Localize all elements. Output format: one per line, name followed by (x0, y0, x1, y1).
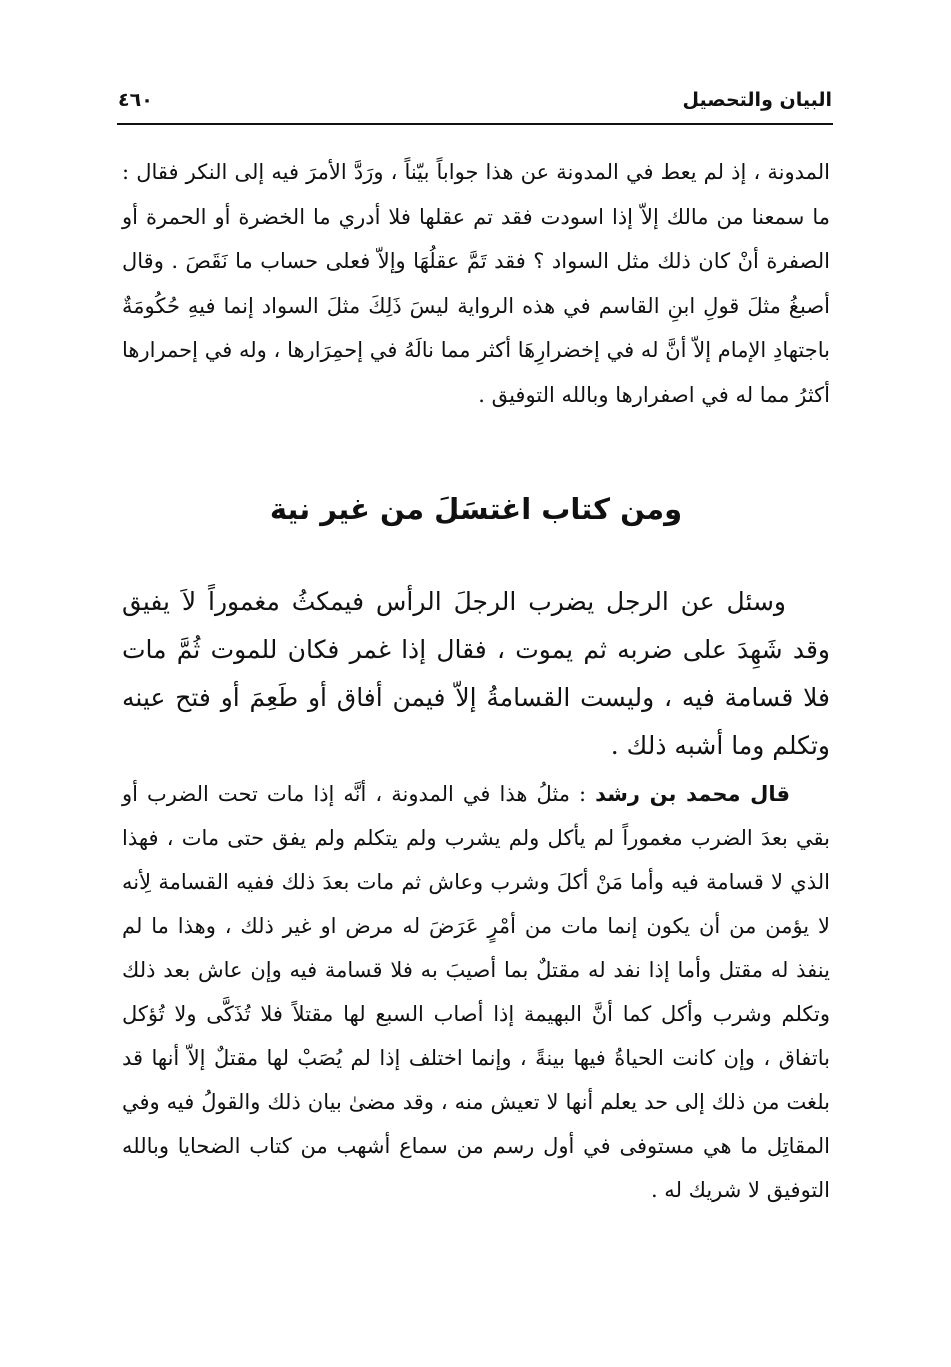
speaker-attribution: قال محمد بن رشد (595, 782, 790, 806)
running-title: البيان والتحصيل (682, 89, 832, 111)
header-divider (117, 123, 833, 125)
paragraph-1: المدونة ، إذ لم يعط في المدونة عن هذا جواباً بيّناً ، ورَدَّ الأمرَ فيه إلى النكر فقال : ما سمعنا من مالك إلاّ إذا اسودت فقد تم عقلها فلا أدري ما الخضرة أو الحمرة أو الصفرة أنْ كان ذلك مثل السواد ؟ فقد تَمَّ عقلُهَا وإلاّ فعلى حساب ما نَقَصَ . وقال أصبغُ مثلَ قولِ ابنِ القاسم في هذه الرواية ليسَ ذَلِكَ مثلَ السواد إنما فيهِ حُكُومَةٌ باجتهادِ الإمام إلاّ أنَّ له في إخضرارِهَا أكثر مما نالَهُ في إحمِرَارها ، وله في إحمرارها أكثرُ مما له في اصفرارها وبالله التوفيق . (122, 160, 830, 407)
paragraph-3-text: : مثلُ هذا في المدونة ، أنَّه إذا مات تحت الضرب أو بقي بعدَ الضرب مغموراً لم يأكل ولم يشرب ولم يتكلم ولم يفق حتى مات ، فهذا الذي لا قسامة فيه وأما مَنْ أكلَ وشرب وعاش ثم مات بعدَ ذلك ففيه القسامة لِأنه لا يؤمن من أن يكون إنما مات من أمْرٍ عَرَضَ له مرض او غير ذلك ، وهذا ما لم ينفذ له مقتل وأما إذا نفد له مقتلٌ بما أصيبَ به فلا قسامة فيه وإن عاش بعد ذلك وتكلم وشرب وأكل كما أنَّ البهيمة إذا أصاب السبع لها مقتلاً فلا تُذَكَّى ولا تُؤكل باتفاق ، وإن كانت الحياةُ فيها بينةً ، وإنما اختلف إذا لم يُصَبْ لها مقتلٌ إلاّ أنها قد بلغت من ذلك إلى حد يعلم أنها لا تعيش منه ، وقد مضىٰ بيان ذلك والقولُ فيه وفي المقاتِل ما هي مستوفى في أول رسم من سماع أشهب من كتاب الضحايا وبالله التوفيق لا شريك له . (122, 782, 830, 1202)
page-header (118, 84, 832, 116)
page-number: ٤٦٠ (118, 89, 153, 111)
paragraph-3 (122, 772, 830, 1212)
section-heading: ومن كتاب اغتسَلَ من غير نية (269, 492, 683, 526)
paragraph-2: وسئل عن الرجل يضرب الرجلَ الرأس فيمكثُ مغموراً لاَ يفيق وقد شَهِدَ على ضربه ثم يموت ، فقال إذا غمر فكان للموت ثُمَّ مات فلا قسامة فيه ، وليست القسامةُ إلاّ فيمن أفاق أو طَعِمَ أو فتح عينه وتكلم وما أشبه ذلك . (122, 587, 830, 760)
